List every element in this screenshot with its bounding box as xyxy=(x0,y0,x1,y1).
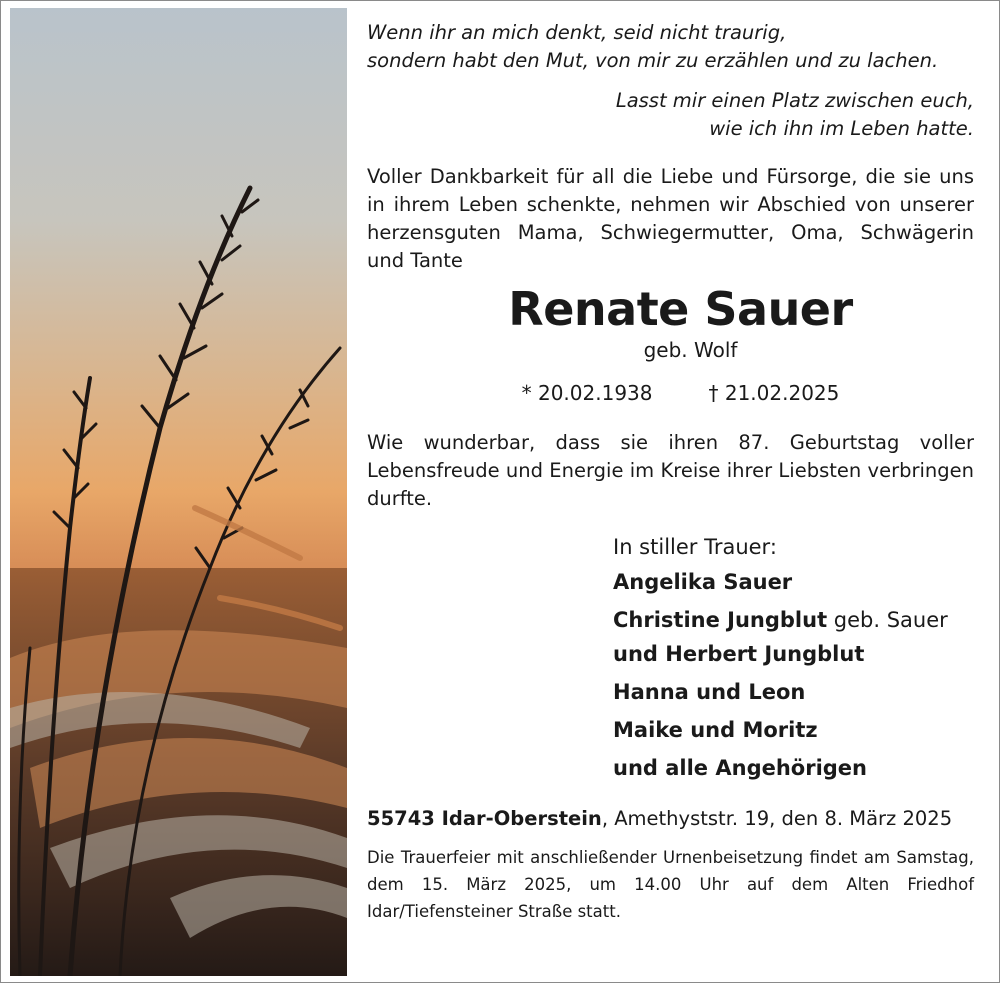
mourner: Maike und Moritz xyxy=(613,718,818,742)
mourner: und alle Angehörigen xyxy=(613,756,867,780)
mourner: Hanna und Leon xyxy=(613,680,806,704)
mourners-list xyxy=(613,533,974,785)
mourner: Angelika Sauer xyxy=(613,570,793,594)
mourner: und Herbert Jungblut xyxy=(613,642,865,666)
mourners-lead: In stiller Trauer: xyxy=(613,535,777,559)
death-date: † 21.02.2025 xyxy=(708,381,840,405)
intro-paragraph: Voller Dankbarkeit für all die Liebe und Fürsorge, die sie uns in ihrem Leben schenkte, nehmen wir Abschied von unserer herzensguten Mama, Schwiegermutter, Oma, Schwägerin und Tante xyxy=(367,165,974,272)
poem-stanza-1 xyxy=(367,19,974,75)
tribute-paragraph: Wie wunderbar, dass sie ihren 87. Geburtstag voller Lebensfreude und Energie im Kreise ihrer Liebsten verbringen durfte. xyxy=(367,431,974,510)
maiden-name: geb. Wolf xyxy=(643,338,738,362)
mourner: Christine Jungblut geb. Sauer xyxy=(613,608,948,632)
poem-line: sondern habt den Mut, von mir zu erzählen und zu lachen. xyxy=(367,49,939,72)
place-and-date: 55743 Idar-Oberstein, Amethyststr. 19, den 8. März 2025 xyxy=(367,807,953,830)
poem-line: Lasst mir einen Platz zwischen euch, xyxy=(615,89,974,112)
sunset-grass-photo xyxy=(10,8,347,976)
notice-text xyxy=(367,19,974,925)
deceased-name: Renate Sauer xyxy=(508,282,853,336)
birth-date: * 20.02.1938 xyxy=(521,381,653,405)
poem-line: wie ich ihn im Leben hatte. xyxy=(709,117,974,140)
poem-line: Wenn ihr an mich denkt, seid nicht traurig, xyxy=(367,21,787,44)
life-dates xyxy=(367,379,974,407)
poem-stanza-2 xyxy=(367,87,974,143)
service-note: Die Trauerfeier mit anschließender Urnenbeisetzung findet am Samstag, dem 15. März 2025, um 14.00 Uhr auf dem Alten Friedhof Idar/Tiefensteiner Straße statt. xyxy=(367,848,974,921)
